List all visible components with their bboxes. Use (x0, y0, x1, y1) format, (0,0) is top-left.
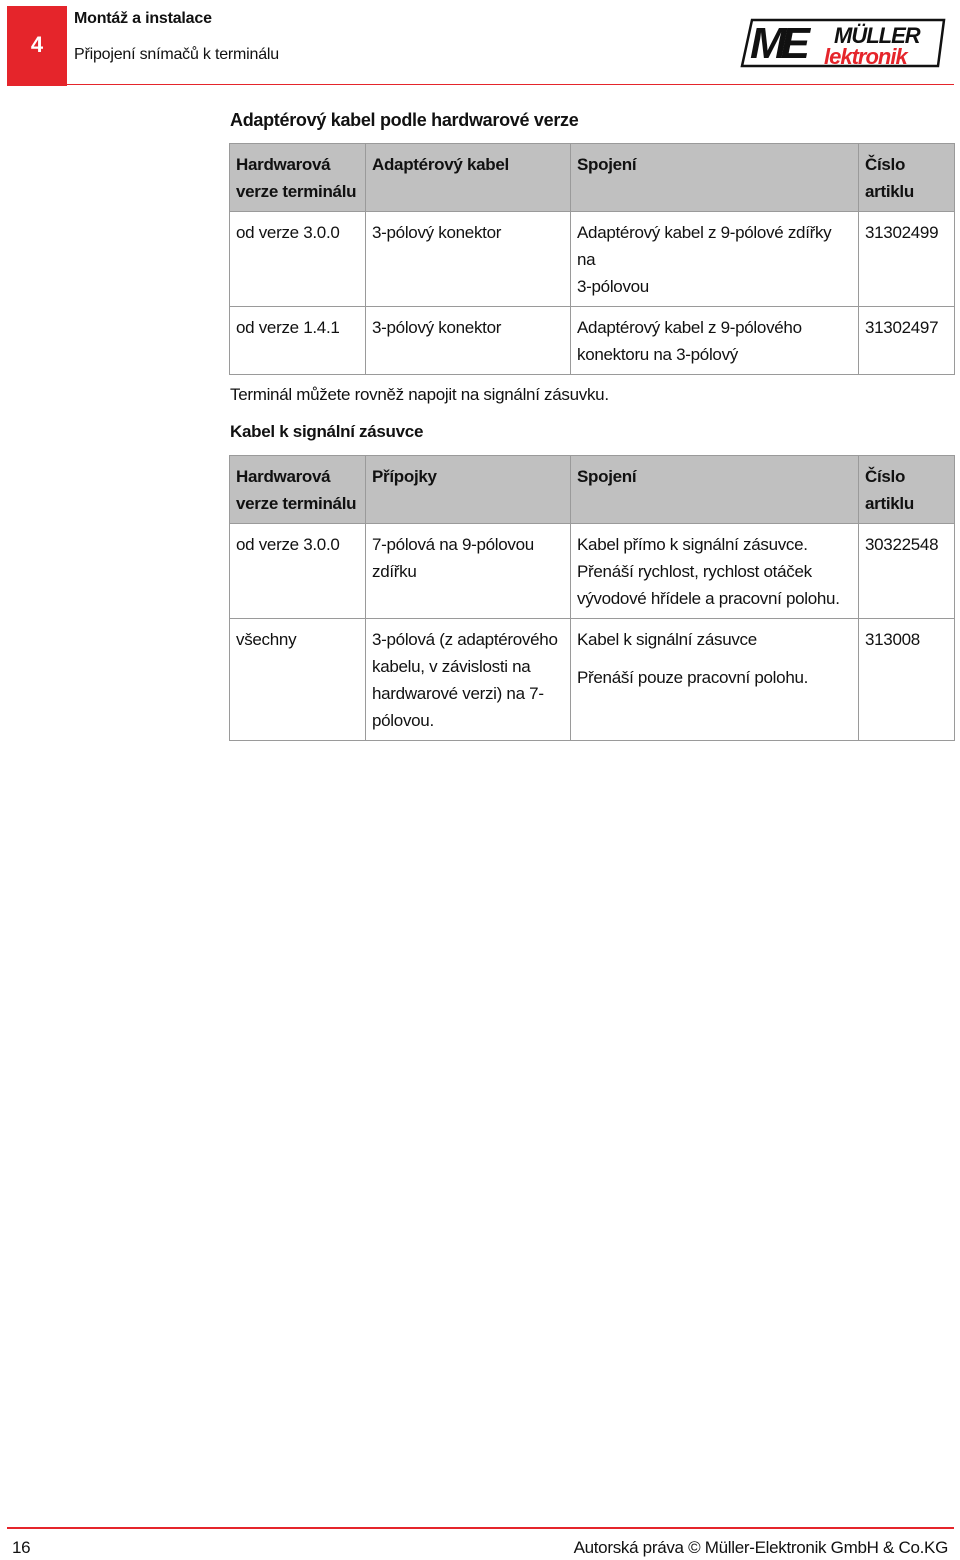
page-header (0, 0, 960, 86)
footer-rule (7, 1527, 954, 1529)
cell-text: Číslo (865, 155, 906, 174)
cell-text: 3-pólový konektor (372, 318, 502, 337)
table-cell (366, 619, 571, 741)
column-header (859, 456, 955, 524)
cell-text: od verze 1.4.1 (236, 318, 340, 337)
cell-text: od verze 3.0.0 (236, 223, 340, 242)
cell-text: Přenáší rychlost, rychlost otáček (577, 562, 812, 581)
logo-monogram: ME (750, 19, 804, 68)
page-number: 16 (12, 1538, 31, 1557)
cell-text: zdířku (372, 562, 417, 581)
signal-socket-cable-table (229, 455, 955, 741)
section-title: Připojení snímačů k terminálu (74, 46, 279, 63)
copyright-text: Autorská práva © Müller-Elektronik GmbH & Co.KG (573, 1538, 948, 1557)
cell-text: od verze 3.0.0 (236, 535, 340, 554)
cell-text: Číslo (865, 467, 906, 486)
logo-line2: lektronik (824, 44, 907, 69)
column-header (571, 144, 859, 212)
table-cell (366, 524, 571, 619)
cell-text: 31302497 (865, 318, 939, 337)
cell-text: verze terminálu (236, 182, 357, 201)
table-cell (230, 524, 366, 619)
table-row (230, 307, 955, 375)
table-cell (571, 307, 859, 375)
cell-text: všechny (236, 630, 297, 649)
table-row (230, 524, 955, 619)
cell-text: 31302499 (865, 223, 939, 242)
cell-text: vývodové hřídele a pracovní polohu. (577, 589, 840, 608)
cell-text: 3-pólový konektor (372, 223, 502, 242)
table-cell (859, 524, 955, 619)
table-cell (230, 212, 366, 307)
adapter-cable-table (229, 143, 955, 375)
cell-text: Kabel k signální zásuvce (577, 630, 757, 649)
cell-text: Adaptérový kabel z 9-pólové zdířky na (577, 223, 832, 269)
table-header-row (230, 144, 955, 212)
column-header (366, 144, 571, 212)
cell-text: kabelu, v závislosti na (372, 657, 531, 676)
cell-text: Spojení (577, 467, 637, 486)
chapter-title: Montáž a instalace (74, 10, 212, 27)
cell-text: 7-pólová na 9-pólovou (372, 535, 534, 554)
note-text: Terminál můžete rovněž napojit na signální zásuvku. (230, 385, 609, 404)
cell-text: 3-pólová (z adaptérového (372, 630, 558, 649)
cell-text: 313008 (865, 630, 920, 649)
table-cell (859, 307, 955, 375)
table-cell (366, 212, 571, 307)
cell-text: hardwarové verzi) na 7- (372, 684, 544, 703)
cell-text: konektoru na 3-pólový (577, 345, 738, 364)
cell-text: Hardwarová (236, 467, 331, 486)
table-cell (230, 307, 366, 375)
section2-heading: Kabel k signální zásuvce (230, 422, 424, 441)
table-cell (859, 212, 955, 307)
header-rule (67, 84, 954, 85)
cell-text: Kabel přímo k signální zásuvce. (577, 535, 808, 554)
cell-text: 30322548 (865, 535, 939, 554)
cell-text: Spojení (577, 155, 637, 174)
table-header-row (230, 456, 955, 524)
cell-text: verze terminálu (236, 494, 357, 513)
logo-line1: MÜLLER (834, 23, 920, 48)
cell-text: Přípojky (372, 467, 437, 486)
cell-text: artiklu (865, 182, 914, 201)
column-header (366, 456, 571, 524)
table-cell (571, 212, 859, 307)
table-row (230, 212, 955, 307)
column-header (230, 144, 366, 212)
table-cell (571, 524, 859, 619)
chapter-number: 4 (7, 6, 67, 84)
column-header (859, 144, 955, 212)
cell-text: Přenáší pouze pracovní polohu. (577, 668, 809, 687)
table-row (230, 619, 955, 741)
cell-text: Adaptérový kabel (372, 155, 509, 174)
cell-text: Adaptérový kabel z 9-pólového (577, 318, 802, 337)
table-cell (859, 619, 955, 741)
table-cell (571, 619, 859, 741)
header-rule-accent (7, 84, 67, 86)
table-cell (230, 619, 366, 741)
cell-text: Hardwarová (236, 155, 331, 174)
column-header (230, 456, 366, 524)
muller-elektronik-logo (738, 14, 948, 72)
column-header (571, 456, 859, 524)
cell-text: artiklu (865, 494, 914, 513)
cell-spacer (577, 653, 852, 664)
table-cell (366, 307, 571, 375)
section1-heading: Adaptérový kabel podle hardwarové verze (230, 110, 579, 130)
cell-text: 3-pólovou (577, 277, 649, 296)
cell-text: pólovou. (372, 711, 434, 730)
